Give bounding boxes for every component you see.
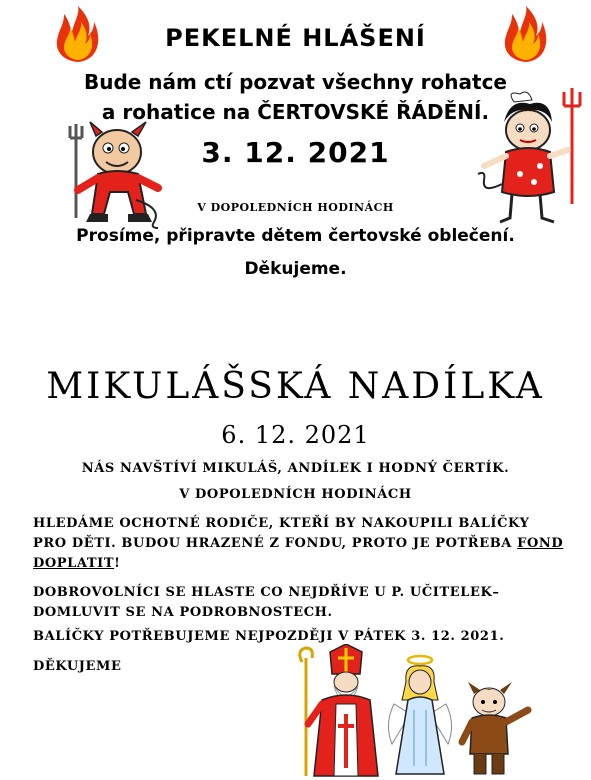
devil-event-time: V DOPOLEDNÍCH HODINÁCH [197,201,394,214]
nicholas-title: MIKULÁŠSKÁ NADÍLKA [46,366,545,407]
fund-link: FOND DOPLATIT [33,536,564,571]
parents-request-end: ! [114,556,121,571]
nicholas-date: 6. 12. 2021 [221,421,370,449]
top-thanks: Děkujeme. [244,259,347,279]
angel-icon [384,654,456,778]
costume-request: Prosíme, připravte dětem čertovské oblečení. [76,226,515,246]
saint-nicholas-icon [292,644,387,778]
volunteers-note: DOBROVOLNÍCI SE HLASTE CO NEJDŘÍVE U P. UČITELEK– DOMLUVIT SE NA PODROBNOSTECH. [33,585,500,620]
bottom-thanks: DĚKUJEME [33,659,122,674]
nicholas-time: V DOPOLEDNÍCH HODINÁCH [179,487,412,502]
little-devil-icon [456,680,536,780]
parents-request [33,514,568,574]
parents-request-text: HLEDÁME OCHOTNÉ RODIČE, KTEŘÍ BY NAKOUPILI BALÍČKY PRO DĚTI. BUDOU HRAZENÉ Z FONDU, PROTO JE POTŘEBA [33,516,530,551]
nicholas-visit: NÁS NAVŠTÍVÍ MIKULÁŠ, ANDÍLEK I HODNÝ ČERTÍK. [81,461,510,476]
invitation-line-2: a rohatice na ČERTOVSKÉ ŘÁDĚNÍ. [101,100,490,124]
notice-title: PEKELNÉ HLÁŠENÍ [165,24,426,52]
invitation-line-1: Bude nám ctí pozvat všechny rohatce [83,70,507,94]
devil-event-date: 3. 12. 2021 [201,136,390,169]
deadline-note: BALÍČKY POTŘEBUJEME NEJPOZDĚJI V PÁTEK 3. 12. 2021. [33,629,505,644]
